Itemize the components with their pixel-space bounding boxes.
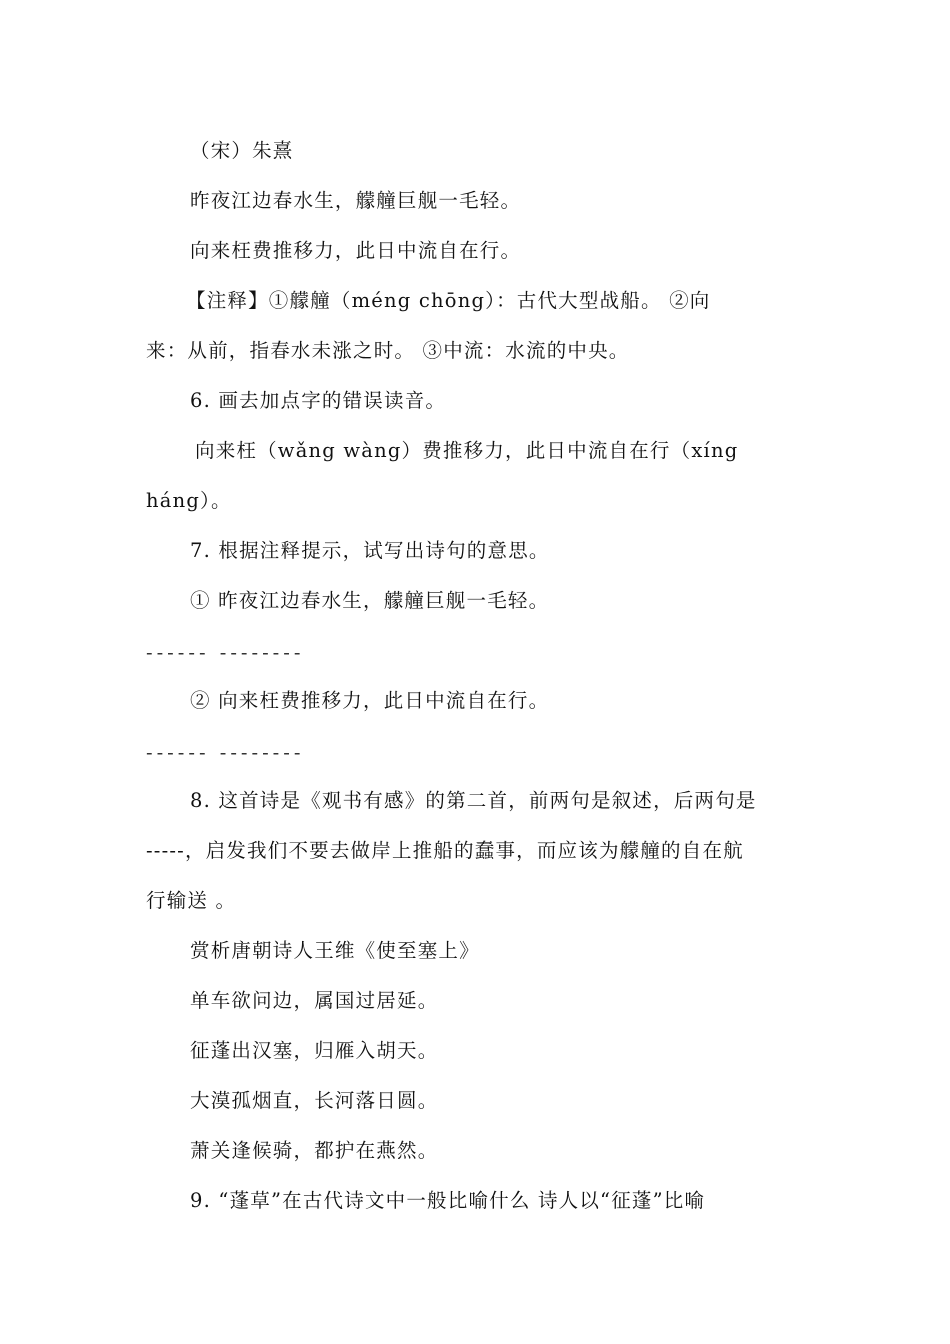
question-7-item-1: ① 昨夜江边春水生，艨艟巨舰一毛轻。 [190,589,550,612]
answer-blank-2: ------ -------- [146,741,305,764]
question-6-text: 向来枉（wǎng wàng）费推移力，此日中流自在行（xíng [195,439,739,462]
question-7: 7. 根据注释提示，试写出诗句的意思。 [190,539,550,562]
question-9: 9. “蓬草”在古代诗文中一般比喻什么 诗人以“征蓬”比喻 [190,1189,706,1212]
annotation-line-1: 【注释】①艨艟（méng chōng）：古代大型战船。 ②向 [186,289,711,312]
question-6: 6. 画去加点字的错误读音。 [190,389,447,412]
poem-2-line-3: 大漠孤烟直，长河落日圆。 [190,1089,439,1112]
answer-blank-1: ------ -------- [146,641,305,664]
question-8-end: 行输送 。 [146,889,237,912]
poem-2-title: 赏析唐朝诗人王维《使至塞上》 [190,939,480,962]
poem-2-line-4: 萧关逢候骑，都护在燕然。 [190,1139,439,1162]
poem-line-1: 昨夜江边春水生，艨艟巨舰一毛轻。 [190,189,522,212]
question-8-cont: -----，启发我们不要去做岸上推船的蠢事，而应该为艨艟的自在航 [146,839,744,862]
question-6-text-cont: háng）。 [146,489,232,512]
poem-author: （宋）朱熹 [190,139,294,162]
question-7-item-2: ② 向来枉费推移力，此日中流自在行。 [190,689,550,712]
poem-line-2: 向来枉费推移力，此日中流自在行。 [190,239,522,262]
annotation-line-2: 来：从前，指春水未涨之时。 ③中流：水流的中央。 [146,339,630,362]
poem-2-line-1: 单车欲问边，属国过居延。 [190,989,439,1012]
poem-2-line-2: 征蓬出汉塞，归雁入胡天。 [190,1039,439,1062]
question-8: 8. 这首诗是《观书有感》的第二首，前两句是叙述，后两句是 [190,789,757,812]
